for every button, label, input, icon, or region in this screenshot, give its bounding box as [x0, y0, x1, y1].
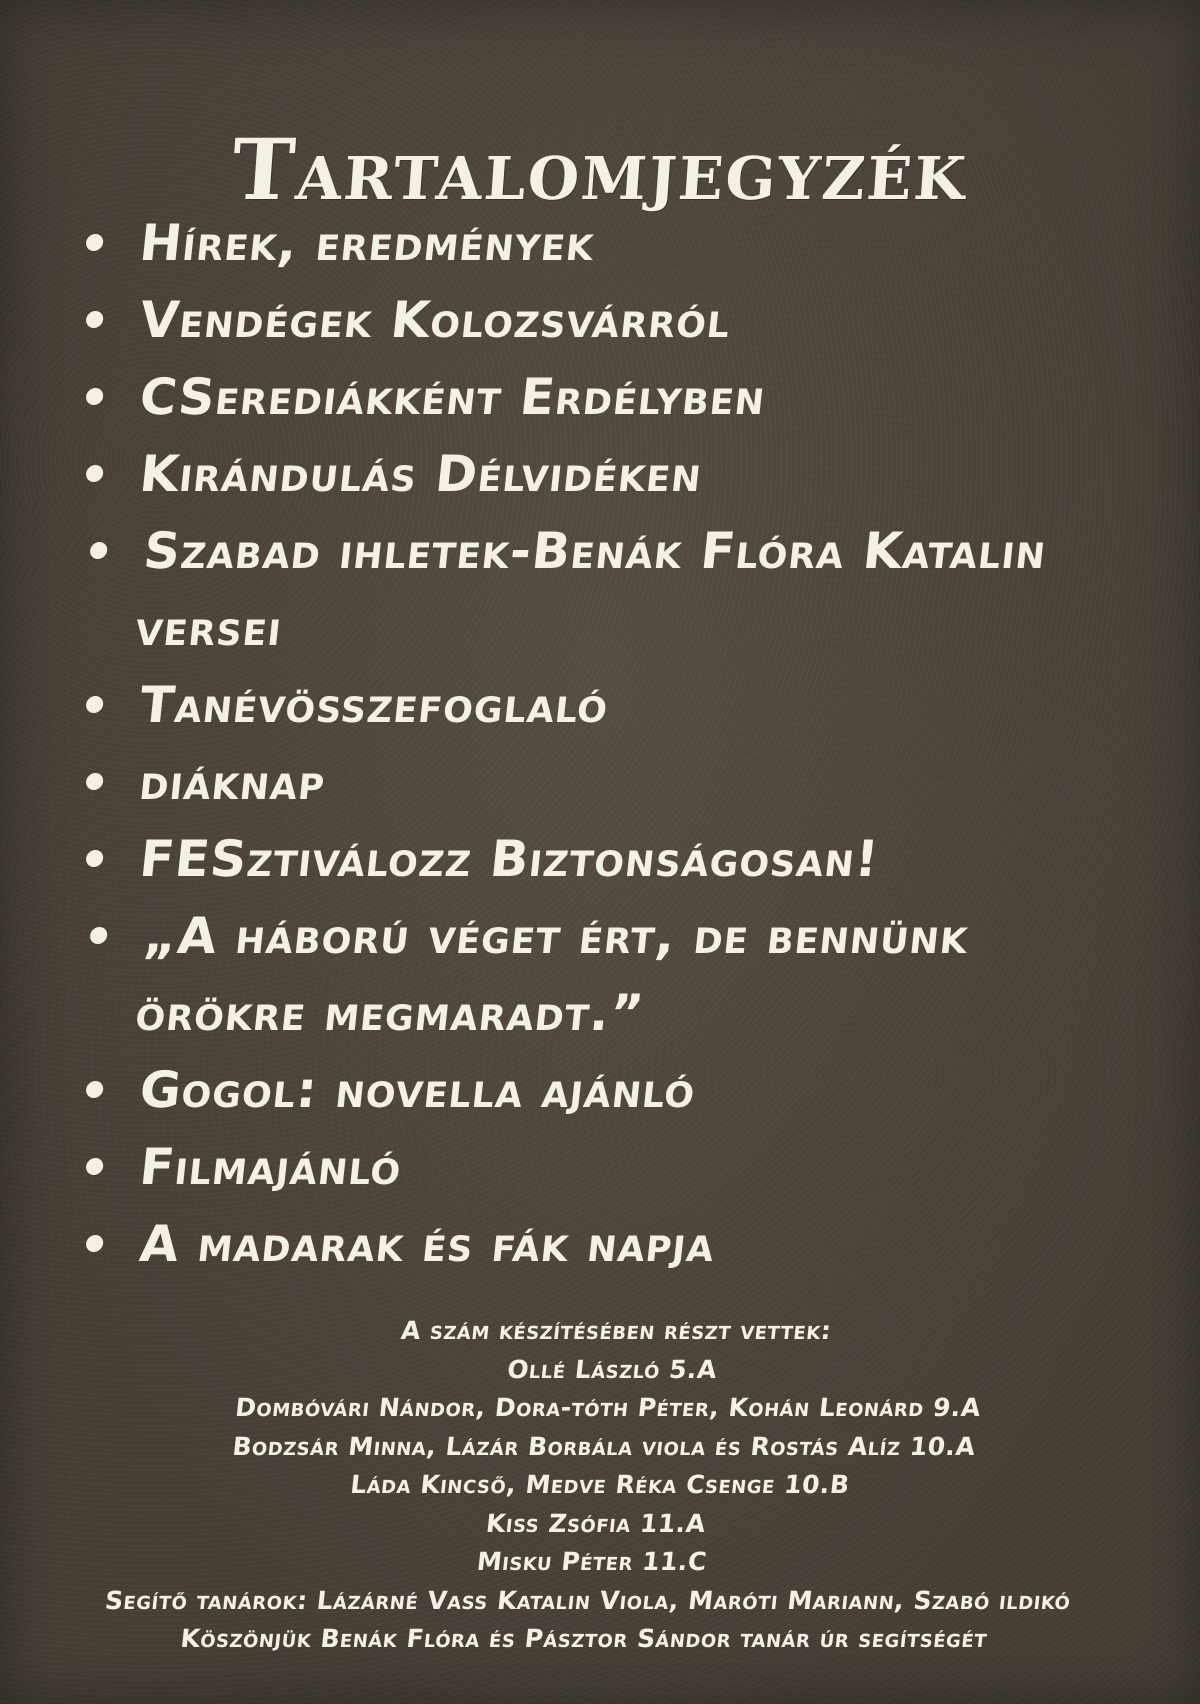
bullet-icon: [85, 696, 104, 713]
toc-item-haboru: [72, 898, 1128, 1052]
toc-item-label: Gogol: novella ajánló: [137, 1061, 699, 1119]
toc-item-label: Szabad ihletek-Benák Flóra Katalin versei: [132, 522, 1050, 657]
toc-item-kirandulas: [76, 436, 1124, 513]
toc-item-tanevosszefoglalo: [76, 667, 1124, 744]
toc-item-szabad-ihletek: [72, 513, 1128, 667]
credits-line: Dombóvári Nándor, Dora-tóth Péter, Kohán Leonárd 9.A: [233, 1393, 983, 1422]
toc-item-label: A madarak és fák napja: [137, 1215, 719, 1273]
bullet-icon: [85, 388, 104, 405]
bullet-icon: [85, 773, 104, 790]
credits-teachers: Segítő tanárok: Lázárné Vass Katalin Viola, Maróti Mariann, Szabó ildikó: [103, 1585, 1073, 1615]
credits-line: Misku Péter 11.C: [475, 1547, 709, 1576]
page-title: Tartalomjegyzék: [228, 120, 972, 220]
bullet-icon: [85, 1158, 104, 1175]
toc-item-label: „A háború véget ért, de bennünk örökre megmaradt.”: [132, 907, 972, 1042]
bullet-icon: [85, 465, 104, 482]
bullet-icon: [85, 234, 104, 251]
toc-item-label: Vendégek Kolozsvárról: [137, 291, 734, 349]
bullet-icon: [89, 927, 108, 944]
credits-line: Láda Kincső, Medve Réka Csenge 10.B: [349, 1470, 852, 1499]
toc-item-hirek: [76, 205, 1124, 282]
bullet-icon: [85, 1081, 104, 1098]
table-of-contents: [80, 205, 1120, 1283]
toc-item-gogol: [76, 1052, 1124, 1129]
bullet-icon: [89, 542, 108, 559]
toc-item-vendegek: [76, 282, 1124, 359]
toc-item-label: Tanévösszefoglaló: [137, 676, 612, 734]
credits-line: Ollé László 5.A: [505, 1354, 719, 1384]
toc-item-fesztivalozz: [76, 821, 1124, 898]
credits-section: [0, 1312, 1200, 1659]
toc-item-label: Kirándulás Délvidéken: [137, 445, 705, 503]
bullet-icon: [85, 850, 104, 867]
toc-item-cserediak: [76, 359, 1124, 436]
toc-item-filmajanlo: [76, 1129, 1124, 1206]
toc-item-label: diáknap: [137, 753, 329, 811]
toc-item-label: Filmajánló: [137, 1138, 405, 1196]
toc-item-label: CSerediákként Erdélyben: [137, 368, 769, 426]
bullet-icon: [85, 311, 104, 328]
credits-line: Bodzsár Minna, Lázár Borbála viola és Rostás Alíz 10.A: [231, 1431, 978, 1461]
toc-item-madarak: [76, 1206, 1124, 1283]
toc-item-label: Hírek, eredmények: [137, 214, 598, 272]
toc-item-label: FESztiválozz Biztonságosan!: [137, 830, 883, 888]
credits-thanks: Köszönjük Benák Flóra és Pásztor Sándor tanár úr segítségét: [179, 1624, 989, 1653]
toc-item-diaknap: [76, 744, 1124, 821]
bullet-icon: [85, 1235, 104, 1252]
credits-heading: A szám készítésében részt vettek:: [399, 1316, 833, 1345]
credits-line: Kiss Zsófia 11.A: [484, 1508, 708, 1538]
